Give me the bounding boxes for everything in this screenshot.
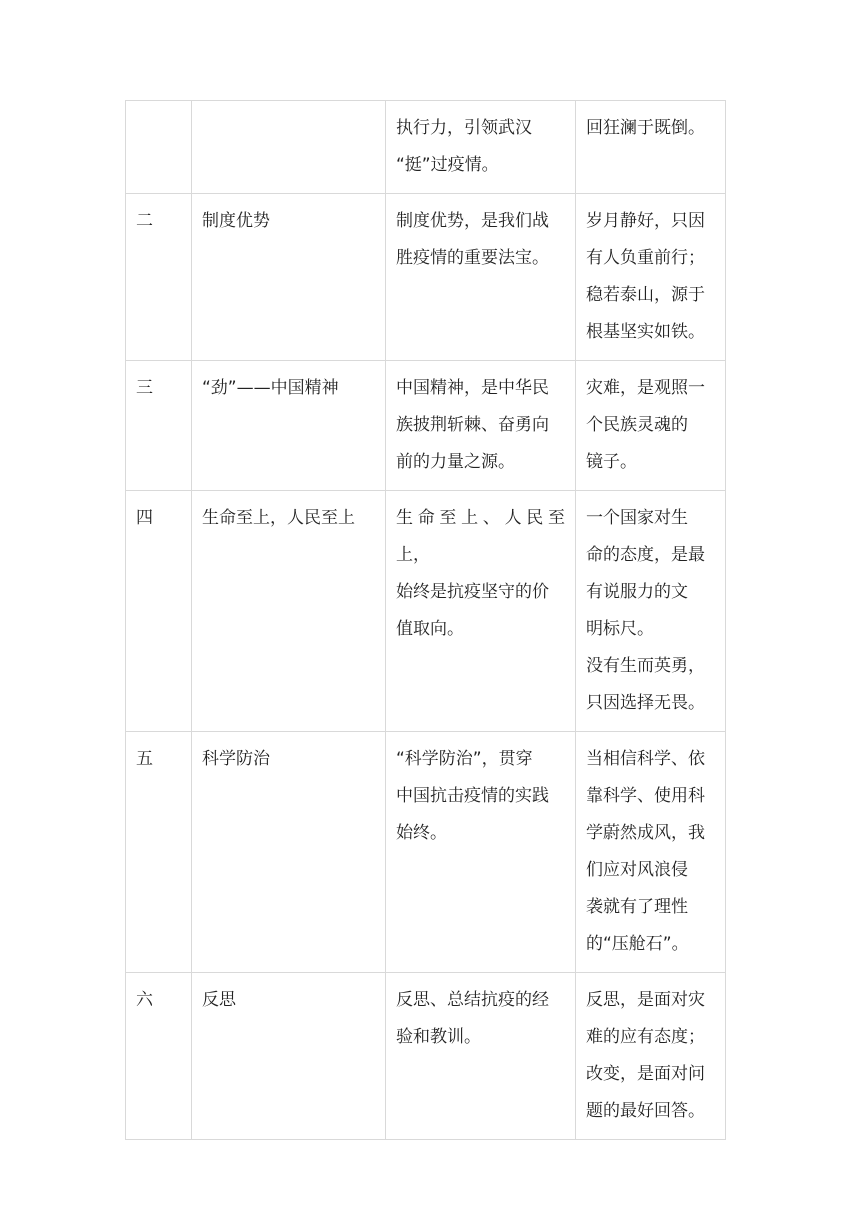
row-number: 五: [136, 749, 153, 769]
quote-line: 回狂澜于既倒。: [586, 118, 705, 138]
row-number: 四: [136, 508, 153, 528]
quote-line: 反思，是面对灾: [586, 990, 705, 1010]
point-cell: [386, 732, 576, 973]
point-line: 始终。: [396, 823, 447, 843]
topic-cell: [192, 194, 386, 361]
quote-line: 们应对风浪侵: [586, 860, 688, 880]
point-line: “挺”过疫情。: [396, 155, 499, 175]
quote-cell: [576, 491, 726, 732]
quote-cell: [576, 194, 726, 361]
topic-cell: [192, 101, 386, 194]
topic-cell: [192, 973, 386, 1140]
row-number-cell: [126, 194, 192, 361]
quote-line: 岁月静好，只因: [586, 211, 705, 231]
quote-line: 难的应有态度；: [586, 1027, 705, 1047]
point-cell: [386, 491, 576, 732]
quote-line: 学蔚然成风，我: [586, 823, 705, 843]
quote-line: 稳若泰山，源于: [586, 285, 705, 305]
point-line: 反思、总结抗疫的经: [396, 990, 549, 1010]
topic-text: 反思: [202, 990, 236, 1010]
point-line: 验和教训。: [396, 1027, 481, 1047]
quote-line: 题的最好回答。: [586, 1101, 705, 1121]
point-line: 始终是抗疫坚守的价: [396, 582, 549, 602]
quote-line: 个民族灵魂的: [586, 415, 688, 435]
quote-line: 只因选择无畏。: [586, 693, 705, 713]
topic-cell: [192, 491, 386, 732]
quote-cell: [576, 732, 726, 973]
point-line: 值取向。: [396, 619, 464, 639]
topic-text: 科学防治: [202, 749, 270, 769]
row-number-cell: [126, 101, 192, 194]
row-number: 二: [136, 211, 153, 231]
quote-line: 改变，是面对问: [586, 1064, 705, 1084]
topic-text: “劲”——中国精神: [202, 378, 339, 398]
row-number-cell: [126, 491, 192, 732]
topic-text: 生命至上，人民至上: [202, 508, 355, 528]
row-number: 六: [136, 990, 153, 1010]
row-number-cell: [126, 361, 192, 491]
quote-line: 明标尺。: [586, 619, 654, 639]
quote-line: 命的态度，是最: [586, 545, 705, 565]
point-line: 制度优势，是我们战: [396, 211, 549, 231]
table-row: [126, 101, 726, 194]
quote-line: 的“压舱石”。: [586, 934, 689, 954]
point-cell: [386, 101, 576, 194]
topic-cell: [192, 361, 386, 491]
point-line: 族披荆斩棘、奋勇向: [396, 415, 549, 435]
row-number: 三: [136, 378, 153, 398]
quote-line: 一个国家对生: [586, 508, 688, 528]
point-line: 前的力量之源。: [396, 452, 515, 472]
quote-cell: [576, 973, 726, 1140]
quote-line: 靠科学、使用科: [586, 786, 705, 806]
quote-cell: [576, 361, 726, 491]
point-line: 中国精神，是中华民: [396, 378, 549, 398]
quote-line: 没有生而英勇，: [586, 656, 705, 676]
table-row: [126, 973, 726, 1140]
point-line: “科学防治”，贯穿: [396, 749, 533, 769]
quote-line: 袭就有了理性: [586, 897, 688, 917]
quote-cell: [576, 101, 726, 194]
point-line: 执行力，引领武汉: [396, 118, 532, 138]
point-cell: [386, 973, 576, 1140]
quote-line: 当相信科学、依: [586, 749, 705, 769]
table-row: [126, 491, 726, 732]
point-cell: [386, 361, 576, 491]
point-cell: [386, 194, 576, 361]
table-row: [126, 361, 726, 491]
quote-line: 镜子。: [586, 452, 637, 472]
table-row: [126, 194, 726, 361]
quote-line: 有人负重前行；: [586, 248, 705, 268]
theme-table: [125, 100, 726, 1140]
point-line: 生命至上、人民至上，: [396, 508, 565, 565]
point-line: 中国抗击疫情的实践: [396, 786, 549, 806]
row-number-cell: [126, 732, 192, 973]
quote-line: 根基坚实如铁。: [586, 322, 705, 342]
point-line: 胜疫情的重要法宝。: [396, 248, 549, 268]
table-row: [126, 732, 726, 973]
topic-cell: [192, 732, 386, 973]
row-number-cell: [126, 973, 192, 1140]
quote-line: 有说服力的文: [586, 582, 688, 602]
quote-line: 灾难，是观照一: [586, 378, 705, 398]
topic-text: 制度优势: [202, 211, 270, 231]
theme-table-body: [126, 101, 726, 1140]
